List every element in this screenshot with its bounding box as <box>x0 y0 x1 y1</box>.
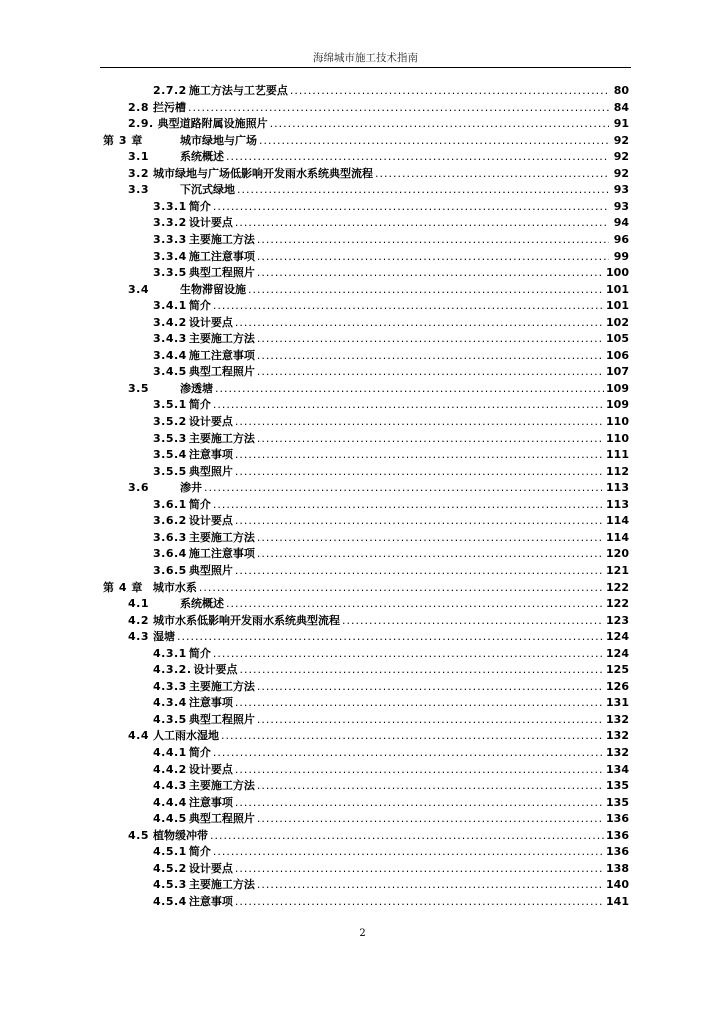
toc-entry-title: 设计要点 <box>188 415 233 428</box>
toc-entry-number: 4.5.3 <box>153 878 187 892</box>
toc-entry-number: 4.5.4 <box>153 894 187 908</box>
toc-entry-page: 124 <box>606 646 629 660</box>
toc-entry-title: 施工注意事项 <box>188 348 255 362</box>
toc-entry[interactable] <box>128 629 629 645</box>
toc-entry-title: 生物滞留设施 <box>180 282 246 296</box>
toc-entry-number: 2.9. <box>128 117 154 131</box>
toc-entry-title: 简介 <box>188 845 211 859</box>
toc-entry-page: 111 <box>606 448 629 462</box>
toc-entry-number: 3.4.5 <box>153 365 187 379</box>
toc-dot-leader <box>213 497 604 513</box>
toc-entry-page: 131 <box>606 696 629 710</box>
toc-dot-leader <box>290 83 609 99</box>
toc-dot-leader <box>177 629 604 645</box>
toc-entry-page: 109 <box>606 381 629 395</box>
toc-dot-leader <box>235 513 604 529</box>
toc-entry-page: 99 <box>613 249 629 263</box>
toc-entry-page: 135 <box>606 795 629 809</box>
toc-entry-page: 96 <box>613 232 629 246</box>
toc-entry-title: 简介 <box>188 398 211 412</box>
toc-dot-leader <box>188 100 609 116</box>
toc-entry-title: 简介 <box>188 497 211 511</box>
toc-entry-number: 3.6 <box>128 481 149 495</box>
toc-entry[interactable] <box>153 844 629 860</box>
toc-entry-title: 注意事项 <box>188 696 233 710</box>
toc-entry-title: 简介 <box>188 299 211 313</box>
toc-entry-page: 124 <box>606 630 629 644</box>
toc-entry-page: 101 <box>606 282 629 296</box>
toc-entry-title: 施工注意事项 <box>188 249 255 263</box>
toc-entry-page: 107 <box>606 365 629 379</box>
toc-entry-title: 主要施工方法 <box>188 530 255 544</box>
toc-entry[interactable] <box>103 580 629 596</box>
toc-entry-title: 典型工程照片 <box>188 266 255 280</box>
toc-entry-number: 3.3.1 <box>153 199 187 213</box>
toc-entry-title: 渗透塘 <box>180 381 213 395</box>
toc-entry-number: 4.4 <box>128 729 149 743</box>
toc-entry-number: 4.3.3 <box>153 679 187 693</box>
toc-entry[interactable] <box>153 215 629 231</box>
toc-dot-leader <box>257 431 604 447</box>
toc-entry-title: 渗井 <box>180 481 202 495</box>
toc-entry-title: 典型工程照片 <box>188 365 255 379</box>
toc-entry-title: 设计要点 <box>188 861 233 875</box>
toc-entry-page: 132 <box>606 712 629 726</box>
toc-dot-leader <box>235 695 604 711</box>
toc-dot-leader <box>221 728 604 744</box>
toc-entry-page: 100 <box>606 266 629 280</box>
toc-entry-page: 136 <box>606 828 629 842</box>
toc-entry[interactable] <box>153 464 629 480</box>
toc-entry[interactable] <box>128 596 629 612</box>
toc-entry-number: 3.6.2 <box>153 514 187 528</box>
toc-entry-page: 105 <box>606 332 629 346</box>
toc-entry-page: 92 <box>613 150 629 164</box>
toc-entry[interactable] <box>128 166 629 182</box>
toc-entry-page: 135 <box>606 779 629 793</box>
toc-entry[interactable] <box>153 894 629 910</box>
toc-dot-leader <box>257 712 604 728</box>
toc-dot-leader <box>235 464 604 480</box>
toc-entry-number: 3.5.4 <box>153 448 187 462</box>
toc-entry-title: 注意事项 <box>188 894 233 908</box>
toc-entry-number: 3.5 <box>128 381 149 395</box>
toc-dot-leader <box>213 397 604 413</box>
toc-entry[interactable] <box>153 513 629 529</box>
toc-entry-title: 拦污槽 <box>153 100 186 114</box>
toc-entry-page: 109 <box>606 398 629 412</box>
toc-entry-page: 140 <box>606 878 629 892</box>
toc-entry[interactable] <box>153 83 629 99</box>
toc-entry[interactable] <box>153 811 629 827</box>
toc-entry[interactable] <box>128 480 629 496</box>
toc-entry[interactable] <box>153 431 629 447</box>
toc-entry-page: 113 <box>606 481 629 495</box>
toc-entry-number: 3.3.4 <box>153 249 187 263</box>
toc-dot-leader <box>257 877 604 893</box>
toc-entry[interactable] <box>153 348 629 364</box>
toc-entry-page: 138 <box>606 861 629 875</box>
toc-entry[interactable] <box>128 182 629 198</box>
toc-dot-leader <box>257 679 604 695</box>
toc-entry-number: 4.5 <box>128 828 149 842</box>
toc-entry[interactable] <box>103 133 629 149</box>
toc-entry[interactable] <box>153 331 629 347</box>
toc-dot-leader <box>257 546 604 562</box>
toc-dot-leader <box>213 745 604 761</box>
toc-entry-number: 3.6.4 <box>153 547 187 561</box>
toc-entry-number: 3.3.3 <box>153 232 187 246</box>
toc-entry-page: 94 <box>613 216 629 230</box>
toc-dot-leader <box>235 563 604 579</box>
toc-entry-number: 4.4.3 <box>153 779 187 793</box>
toc-dot-leader <box>257 778 604 794</box>
toc-entry-title: 人工雨水湿地 <box>153 729 219 743</box>
toc-dot-leader <box>213 646 604 662</box>
toc-entry-number: 4.4.5 <box>153 812 187 826</box>
toc-entry[interactable] <box>153 877 629 893</box>
toc-entry-number: 3.4.1 <box>153 299 187 313</box>
toc-entry-title: 典型照片 <box>188 464 233 478</box>
toc-entry-title: 注意事项 <box>188 795 233 809</box>
toc-dot-leader <box>257 232 609 248</box>
toc-entry[interactable] <box>128 282 629 298</box>
toc-entry-title: 城市水系低影响开发雨水系统典型流程 <box>153 613 340 627</box>
toc-entry-number: 4.3.4 <box>153 696 187 710</box>
toc-entry[interactable] <box>153 795 629 811</box>
toc-entry-number: 4.3.2. <box>153 663 192 677</box>
toc-dot-leader <box>257 331 604 347</box>
toc-entry-title: 城市水系 <box>152 580 197 594</box>
toc-entry[interactable] <box>153 364 629 380</box>
toc-entry-number: 3.1 <box>128 150 149 164</box>
toc-dot-leader <box>257 530 604 546</box>
toc-entry-number: 3.5.2 <box>153 415 187 428</box>
toc-dot-leader <box>215 381 604 397</box>
toc-dot-leader <box>257 364 604 380</box>
toc-entry-number: 4.4.1 <box>153 746 187 759</box>
toc-dot-leader <box>237 182 609 198</box>
toc-entry-title: 施工注意事项 <box>188 547 255 561</box>
toc-entry-number: 4.2 <box>128 613 149 627</box>
toc-entry-number: 3.3.5 <box>153 266 187 280</box>
toc-entry-page: 80 <box>613 84 629 97</box>
toc-entry-page: 106 <box>606 348 629 362</box>
toc-entry-page: 122 <box>606 597 629 611</box>
toc-entry[interactable] <box>128 116 629 132</box>
toc-entry[interactable] <box>153 249 629 265</box>
toc-dot-leader <box>235 894 604 910</box>
header-divider <box>100 67 631 68</box>
toc-entry[interactable] <box>153 646 629 662</box>
toc-entry-page: 102 <box>606 315 629 329</box>
toc-dot-leader <box>342 613 604 629</box>
toc-entry-number: 3.5.3 <box>153 431 187 445</box>
toc-entry-number: 4.5.1 <box>153 845 187 859</box>
toc-entry-page: 92 <box>613 133 629 147</box>
toc-entry-number: 3.6.5 <box>153 563 187 577</box>
toc-entry-title: 下沉式绿地 <box>180 183 235 197</box>
toc-dot-leader <box>226 149 609 165</box>
toc-entry-title: 设计要点 <box>188 315 233 329</box>
toc-entry-page: 113 <box>606 497 629 511</box>
toc-entry-number: 3.5.1 <box>153 398 187 412</box>
toc-entry-page: 141 <box>606 894 629 908</box>
toc-entry-title: 城市绿地与广场低影响开发雨水系统典型流程 <box>153 166 373 180</box>
toc-entry-title: 设计要点 <box>188 514 233 528</box>
toc-dot-leader <box>213 298 604 314</box>
toc-entry[interactable] <box>153 762 629 778</box>
toc-entry-title: 主要施工方法 <box>188 431 255 445</box>
toc-entry[interactable] <box>128 728 629 744</box>
toc-entry-page: 110 <box>606 431 629 445</box>
toc-entry-page: 91 <box>613 117 629 131</box>
toc-entry[interactable] <box>128 149 629 165</box>
toc-entry-page: 93 <box>613 199 629 213</box>
toc-entry-number: 第 4 章 <box>103 580 143 594</box>
toc-dot-leader <box>257 348 604 364</box>
toc-entry[interactable] <box>153 397 629 413</box>
toc-entry-page: 125 <box>606 663 629 677</box>
toc-entry-page: 136 <box>606 845 629 859</box>
toc-dot-leader <box>235 447 604 463</box>
toc-entry[interactable] <box>153 778 629 794</box>
toc-entry-title: 系统概述 <box>180 150 224 164</box>
toc-entry-page: 112 <box>606 464 629 478</box>
toc-entry-number: 3.4.3 <box>153 332 187 346</box>
toc-entry-title: 典型工程照片 <box>188 812 255 826</box>
toc-entry[interactable] <box>128 613 629 629</box>
toc-dot-leader <box>199 580 604 596</box>
toc-entry-number: 3.4.2 <box>153 315 187 329</box>
toc-entry-title: 施工方法与工艺要点 <box>188 84 288 97</box>
toc-entry-page: 84 <box>613 100 629 114</box>
toc-entry-number: 2.8 <box>128 100 149 114</box>
toc-entry-number: 4.1 <box>128 597 149 611</box>
toc-dot-leader <box>235 795 604 811</box>
toc-entry-number: 4.5.2 <box>153 861 187 875</box>
toc-entry[interactable] <box>153 861 629 877</box>
toc-entry-page: 114 <box>606 530 629 544</box>
toc-dot-leader <box>248 282 604 298</box>
toc-entry-title: 典型道路附属设施照片 <box>157 117 268 131</box>
toc-dot-leader <box>235 215 609 231</box>
toc-dot-leader <box>235 861 604 877</box>
toc-dot-leader <box>204 480 604 496</box>
toc-entry[interactable] <box>128 381 629 397</box>
toc-dot-leader <box>210 828 604 844</box>
page-number: 2 <box>359 928 366 939</box>
toc-entry[interactable] <box>153 712 629 728</box>
toc-entry-title: 主要施工方法 <box>188 679 255 693</box>
toc-entry-number: 2.7.2 <box>153 84 187 97</box>
page-header-title: 海绵城市施工技术指南 <box>313 52 418 64</box>
toc-entry-page: 121 <box>606 563 629 577</box>
toc-entry-title: 设计要点 <box>188 762 233 776</box>
toc-entry-page: 122 <box>606 580 629 594</box>
toc-entry-number: 第 3 章 <box>103 133 143 147</box>
toc-entry[interactable] <box>153 695 629 711</box>
toc-dot-leader <box>235 762 604 778</box>
toc-entry-number: 3.6.3 <box>153 530 187 544</box>
toc-entry[interactable] <box>153 315 629 331</box>
toc-entry-number: 3.4.4 <box>153 348 187 362</box>
toc-entry-page: 110 <box>606 415 629 428</box>
toc-entry-title: 湿塘 <box>153 630 175 644</box>
toc-entry-title: 设计要点 <box>188 216 233 230</box>
toc-entry[interactable] <box>128 100 629 116</box>
toc-entry-number: 3.5.5 <box>153 464 187 478</box>
toc-entry-page: 101 <box>606 299 629 313</box>
toc-dot-leader <box>375 166 609 182</box>
toc-entry[interactable] <box>153 530 629 546</box>
toc-dot-leader <box>270 116 609 132</box>
toc-dot-leader <box>213 199 609 215</box>
toc-entry[interactable] <box>153 745 629 761</box>
toc-entry-page: 134 <box>606 762 629 776</box>
toc-dot-leader <box>235 315 604 331</box>
toc-dot-leader <box>257 249 609 265</box>
toc-entry[interactable] <box>153 265 629 281</box>
toc-entry-number: 3.3.2 <box>153 216 187 230</box>
toc-entry-number: 4.3.1 <box>153 646 187 660</box>
toc-entry-number: 4.4.2 <box>153 762 187 776</box>
toc-entry-title: 植物缓冲带 <box>153 828 208 842</box>
toc-entry-page: 114 <box>606 514 629 528</box>
toc-dot-leader <box>257 811 604 827</box>
toc-entry-title: 典型工程照片 <box>188 712 255 726</box>
toc-entry[interactable] <box>153 232 629 248</box>
toc-entry-page: 92 <box>613 166 629 180</box>
toc-entry-number: 3.6.1 <box>153 497 187 511</box>
toc-entry-page: 120 <box>606 547 629 561</box>
toc-entry-title: 主要施工方法 <box>188 332 255 346</box>
toc-entry-title: 主要施工方法 <box>188 779 255 793</box>
toc-entry-page: 136 <box>606 812 629 826</box>
toc-entry-number: 3.4 <box>128 282 149 296</box>
toc-entry-number: 4.4.4 <box>153 795 187 809</box>
toc-entry-page: 123 <box>606 613 629 627</box>
toc-entry-page: 132 <box>606 746 629 759</box>
toc-entry-title: 简介 <box>188 746 211 759</box>
toc-entry[interactable] <box>153 563 629 579</box>
toc-entry-title: 典型照片 <box>188 563 233 577</box>
toc-entry-title: 城市绿地与广场 <box>180 133 257 147</box>
toc-entry[interactable] <box>153 199 629 215</box>
toc-dot-leader <box>259 133 609 149</box>
toc-entry-number: 4.3 <box>128 630 149 644</box>
toc-entry-page: 132 <box>606 729 629 743</box>
toc-entry[interactable] <box>128 828 629 844</box>
toc-entry[interactable] <box>153 414 629 430</box>
toc-entry-number: 4.3.5 <box>153 712 187 726</box>
toc-dot-leader <box>213 844 604 860</box>
toc-entry[interactable] <box>153 546 629 562</box>
toc-entry[interactable] <box>153 298 629 314</box>
toc-dot-leader <box>257 265 604 281</box>
toc-entry[interactable] <box>153 662 629 678</box>
toc-dot-leader <box>226 596 604 612</box>
toc-entry-title: 系统概述 <box>180 597 224 611</box>
toc-entry-page: 93 <box>613 183 629 197</box>
toc-entry[interactable] <box>153 679 629 695</box>
toc-entry-title: 设计要点 <box>193 663 238 677</box>
toc-entry[interactable] <box>153 447 629 463</box>
toc-entry-title: 注意事项 <box>188 448 233 462</box>
toc-entry-title: 主要施工方法 <box>188 232 255 246</box>
toc-entry-page: 126 <box>606 679 629 693</box>
toc-entry-title: 主要施工方法 <box>188 878 255 892</box>
toc-entry-number: 3.3 <box>128 183 149 197</box>
toc-entry-number: 3.2 <box>128 166 149 180</box>
toc-entry-title: 简介 <box>188 199 211 213</box>
toc-dot-leader <box>235 414 604 430</box>
toc-dot-leader <box>240 662 605 678</box>
toc-entry[interactable] <box>153 497 629 513</box>
toc-entry-title: 简介 <box>188 646 211 660</box>
